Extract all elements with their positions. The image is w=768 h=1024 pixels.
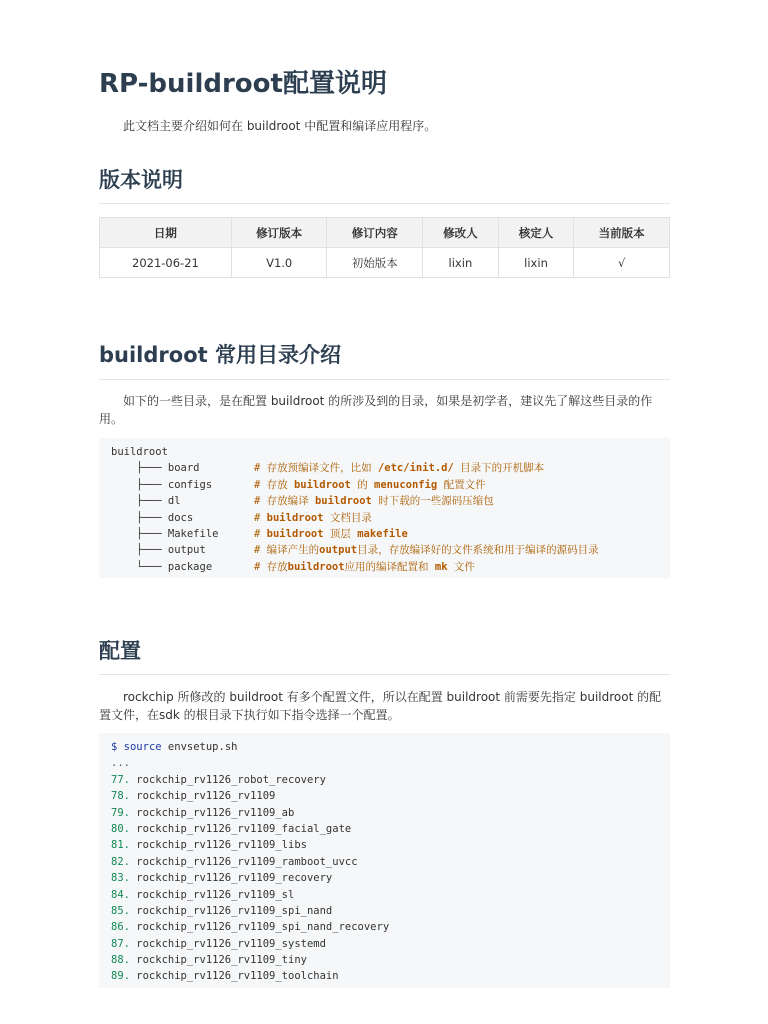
list-item [111, 903, 658, 919]
option-name: rockchip_rv1126_rv1109_sl [129, 888, 295, 901]
output-ellipsis: ... [111, 757, 130, 770]
option-number: 85. [111, 904, 130, 917]
tree-entry [111, 559, 658, 575]
option-name: rockchip_rv1126_rv1109_facial_gate [129, 822, 352, 835]
option-number: 83. [111, 872, 130, 885]
list-item [111, 821, 658, 837]
option-name: rockchip_rv1126_rv1109_ramboot_uvcc [129, 855, 358, 868]
option-name: rockchip_rv1126_robot_recovery [129, 773, 326, 786]
tree-entry [111, 460, 658, 476]
list-item [111, 919, 658, 935]
option-number: 89. [111, 970, 130, 983]
source-keyword: source [123, 741, 162, 753]
list-item [111, 788, 658, 804]
tree-entry [111, 477, 658, 493]
option-number: 80. [111, 822, 130, 835]
version-heading-rule [99, 203, 670, 204]
tree-entry-name: ├─── configs [111, 478, 213, 491]
config-heading-rule [99, 674, 670, 675]
version-heading: 版本说明 [99, 168, 183, 192]
tree-entry-comment: # 存放编译 buildroot 时下载的一些源码压缩包 [254, 495, 494, 508]
option-name: rockchip_rv1126_rv1109_systemd [129, 937, 326, 950]
option-number: 88. [111, 954, 130, 967]
cell-content: 初始版本 [327, 248, 423, 278]
option-number: 81. [111, 839, 130, 852]
option-number: 82. [111, 855, 130, 868]
cell-date: 2021-06-21 [100, 248, 232, 278]
list-item [111, 837, 658, 853]
dirs-paragraph: 如下的一些目录，是在配置 buildroot 的所涉及到的目录，如果是初学者，建议先了解这些目录的作用。 [99, 394, 653, 426]
tree-entry [111, 526, 658, 542]
dirs-heading: buildroot 常用目录介绍 [99, 343, 341, 367]
list-item [111, 936, 658, 952]
list-item [111, 854, 658, 870]
option-number: 79. [111, 806, 130, 819]
command-line [111, 739, 658, 755]
option-name: rockchip_rv1126_rv1109_spi_nand [129, 904, 333, 917]
tree-entry [111, 542, 658, 558]
tree-entry-comment: # 存放 buildroot 的 menuconfig 配置文件 [254, 478, 486, 491]
list-item [111, 968, 658, 984]
option-name: rockchip_rv1126_rv1109 [129, 790, 276, 803]
directory-tree-code-block [99, 438, 670, 578]
list-item [111, 952, 658, 968]
tree-entry [111, 510, 658, 526]
option-number: 86. [111, 921, 130, 934]
page-title: RP-buildroot配置说明 [99, 69, 387, 99]
tree-entry-comment: # buildroot 文档目录 [254, 511, 372, 524]
option-number: 77. [111, 773, 130, 786]
option-name: rockchip_rv1126_rv1109_tiny [129, 954, 307, 967]
list-item [111, 870, 658, 886]
option-number: 78. [111, 790, 130, 803]
list-item [111, 805, 658, 821]
tree-entry-name: ├─── dl [111, 495, 181, 508]
header-current: 当前版本 [574, 218, 670, 248]
list-item [111, 887, 658, 903]
option-name: rockchip_rv1126_rv1109_ab [129, 806, 295, 819]
option-number: 87. [111, 937, 130, 950]
revision-table-header-row [100, 218, 670, 248]
config-command-code-block [99, 733, 670, 988]
option-name: rockchip_rv1126_rv1109_toolchain [129, 970, 339, 983]
tree-entry-name: ├─── docs [111, 511, 194, 524]
header-revision: 修订版本 [231, 218, 327, 248]
header-approver: 核定人 [498, 218, 574, 248]
tree-entry-comment: # 编译产生的output目录，存放编译好的文件系统和用于编译的源码目录 [254, 544, 599, 557]
command-argument: envsetup.sh [167, 741, 238, 753]
config-paragraph: rockchip 所修改的 buildroot 有多个配置文件，所以在配置 buildroot 前需要先指定 buildroot 的配置文件，在sdk 的根目录下执行如下指令选择一个配置。 [99, 690, 662, 722]
tree-root: buildroot [111, 446, 168, 458]
cell-current: √ [574, 248, 670, 278]
tree-entry [111, 493, 658, 509]
tree-entry-name: └─── package [111, 560, 213, 573]
option-number: 84. [111, 888, 130, 901]
header-date: 日期 [100, 218, 232, 248]
cell-approver: lixin [498, 248, 574, 278]
dirs-heading-rule [99, 379, 670, 380]
option-name: rockchip_rv1126_rv1109_libs [129, 839, 307, 852]
tree-entry-name: ├─── board [111, 462, 200, 475]
tree-entry-name: ├─── Makefile [111, 527, 219, 540]
header-content: 修订内容 [327, 218, 423, 248]
table-row [100, 248, 670, 278]
cell-modifier: lixin [423, 248, 499, 278]
tree-entry-comment: # 存放buildroot应用的编译配置和 mk 文件 [254, 560, 475, 573]
revision-table [99, 217, 670, 278]
tree-entry-comment: # 存放预编译文件，比如 /etc/init.d/ 目录下的开机脚本 [254, 462, 545, 475]
config-heading: 配置 [99, 639, 141, 663]
option-name: rockchip_rv1126_rv1109_spi_nand_recovery [129, 921, 390, 934]
tree-entry-name: ├─── output [111, 544, 206, 557]
header-modifier: 修改人 [423, 218, 499, 248]
tree-entry-comment: # buildroot 顶层 makefile [254, 527, 408, 540]
cell-revision: V1.0 [231, 248, 327, 278]
shell-prompt: $ [111, 741, 118, 753]
option-name: rockchip_rv1126_rv1109_recovery [129, 872, 333, 885]
list-item [111, 772, 658, 788]
intro-paragraph: 此文档主要介绍如何在 buildroot 中配置和编译应用程序。 [123, 119, 437, 133]
